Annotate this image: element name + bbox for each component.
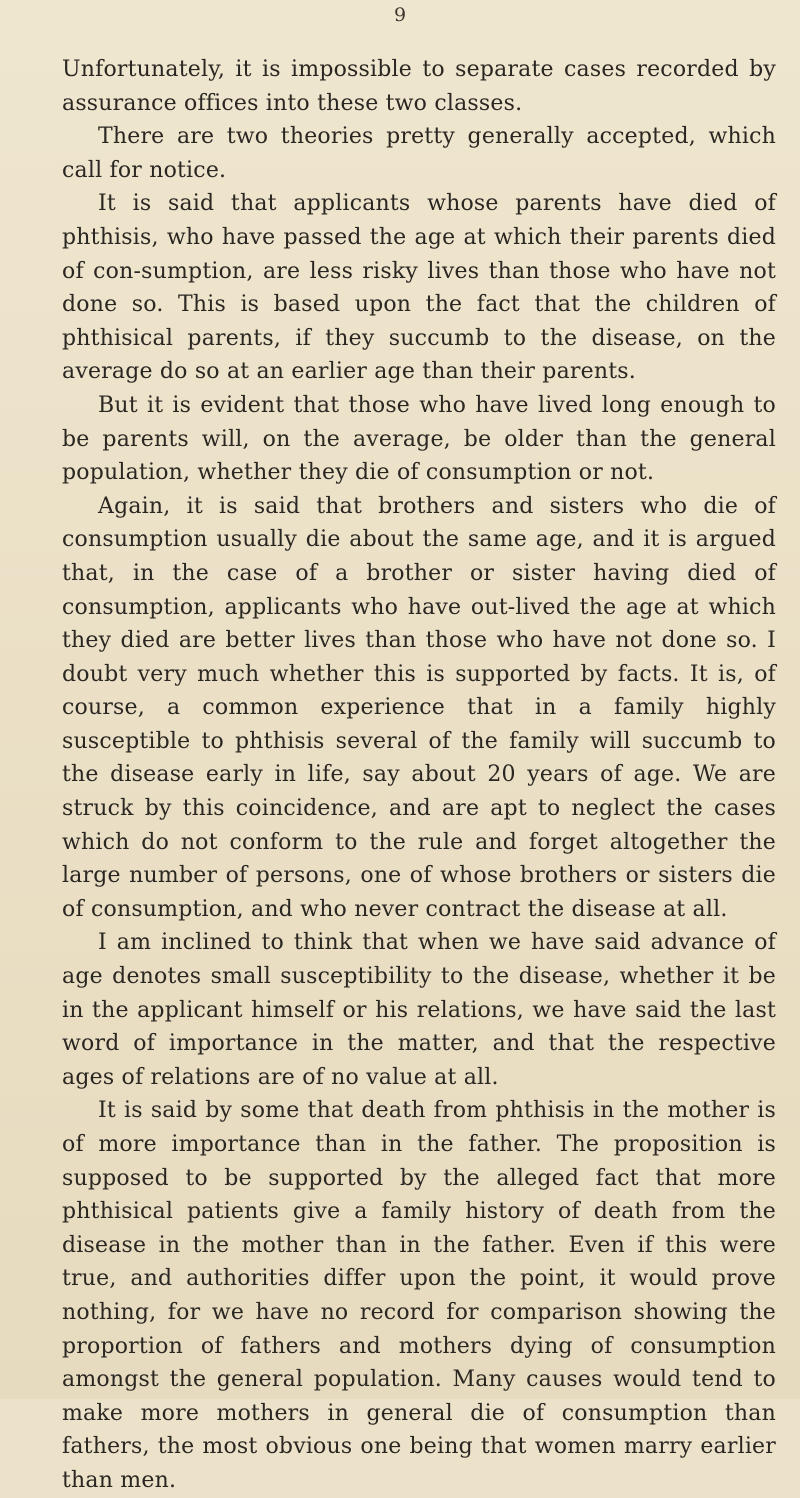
paragraph-7: It is said by some that death from phthisis in the mother is of more importance than in the father. The proposition is supposed to be supported by the alleged fact that more phthisical patients give a family history of death from the disease in the mother than in the father. Even if this were true, and authorities differ upon the point, it would prove nothing, for we have no record for comparison showing the proportion of fathers and mothers dying of consumption amongst the general population. Many causes would tend to make more mothers in general die of consumption than fathers, the most obvious one being that women marry earlier than men. [62, 1098, 776, 1493]
paragraph-3: It is said that applicants whose parents have died of phthisis, who have passed the age at which their parents died of con-sumption, are less risky lives than those who have not done so. This is based upon the fact that the children of phthisical parents, if they succumb to the disease, on the average do so at an earlier age than their parents. [62, 191, 776, 385]
body-text [62, 53, 776, 1498]
page-number: 9 [393, 4, 407, 26]
paragraph-4: But it is evident that those who have lived long enough to be parents will, on the average, be older than the general population, whether they die of consumption or not. [62, 392, 776, 486]
paragraph-6: I am inclined to think that when we have said advance of age denotes small susceptibility to the disease, whether it be in the applicant himself or his relations, we have said the last word of importance in the matter, and that the respective ages of relations are of no value at all. [62, 930, 776, 1090]
paragraph-2: There are two theories pretty generally accepted, which call for notice. [62, 124, 776, 183]
paragraph-1: Unfortunately, it is impossible to separate cases recorded by assurance offices into these two classes. [62, 57, 776, 116]
paragraph-5: Again, it is said that brothers and sisters who die of consumption usually die about the same age, and it is argued that, in the case of a brother or sister having died of consumption, applicants who have out-lived the age at which they died are better lives than those who have not done so. I doubt very much whether this is supported by facts. It is, of course, a common experience that in a family highly susceptible to phthisis several of the family will succumb to the disease early in life, say about 20 years of age. We are struck by this coincidence, and are apt to neglect the cases which do not conform to the rule and forget altogether the large number of persons, one of whose brothers or sisters die of consumption, and who never contract the disease at all. [62, 493, 776, 922]
